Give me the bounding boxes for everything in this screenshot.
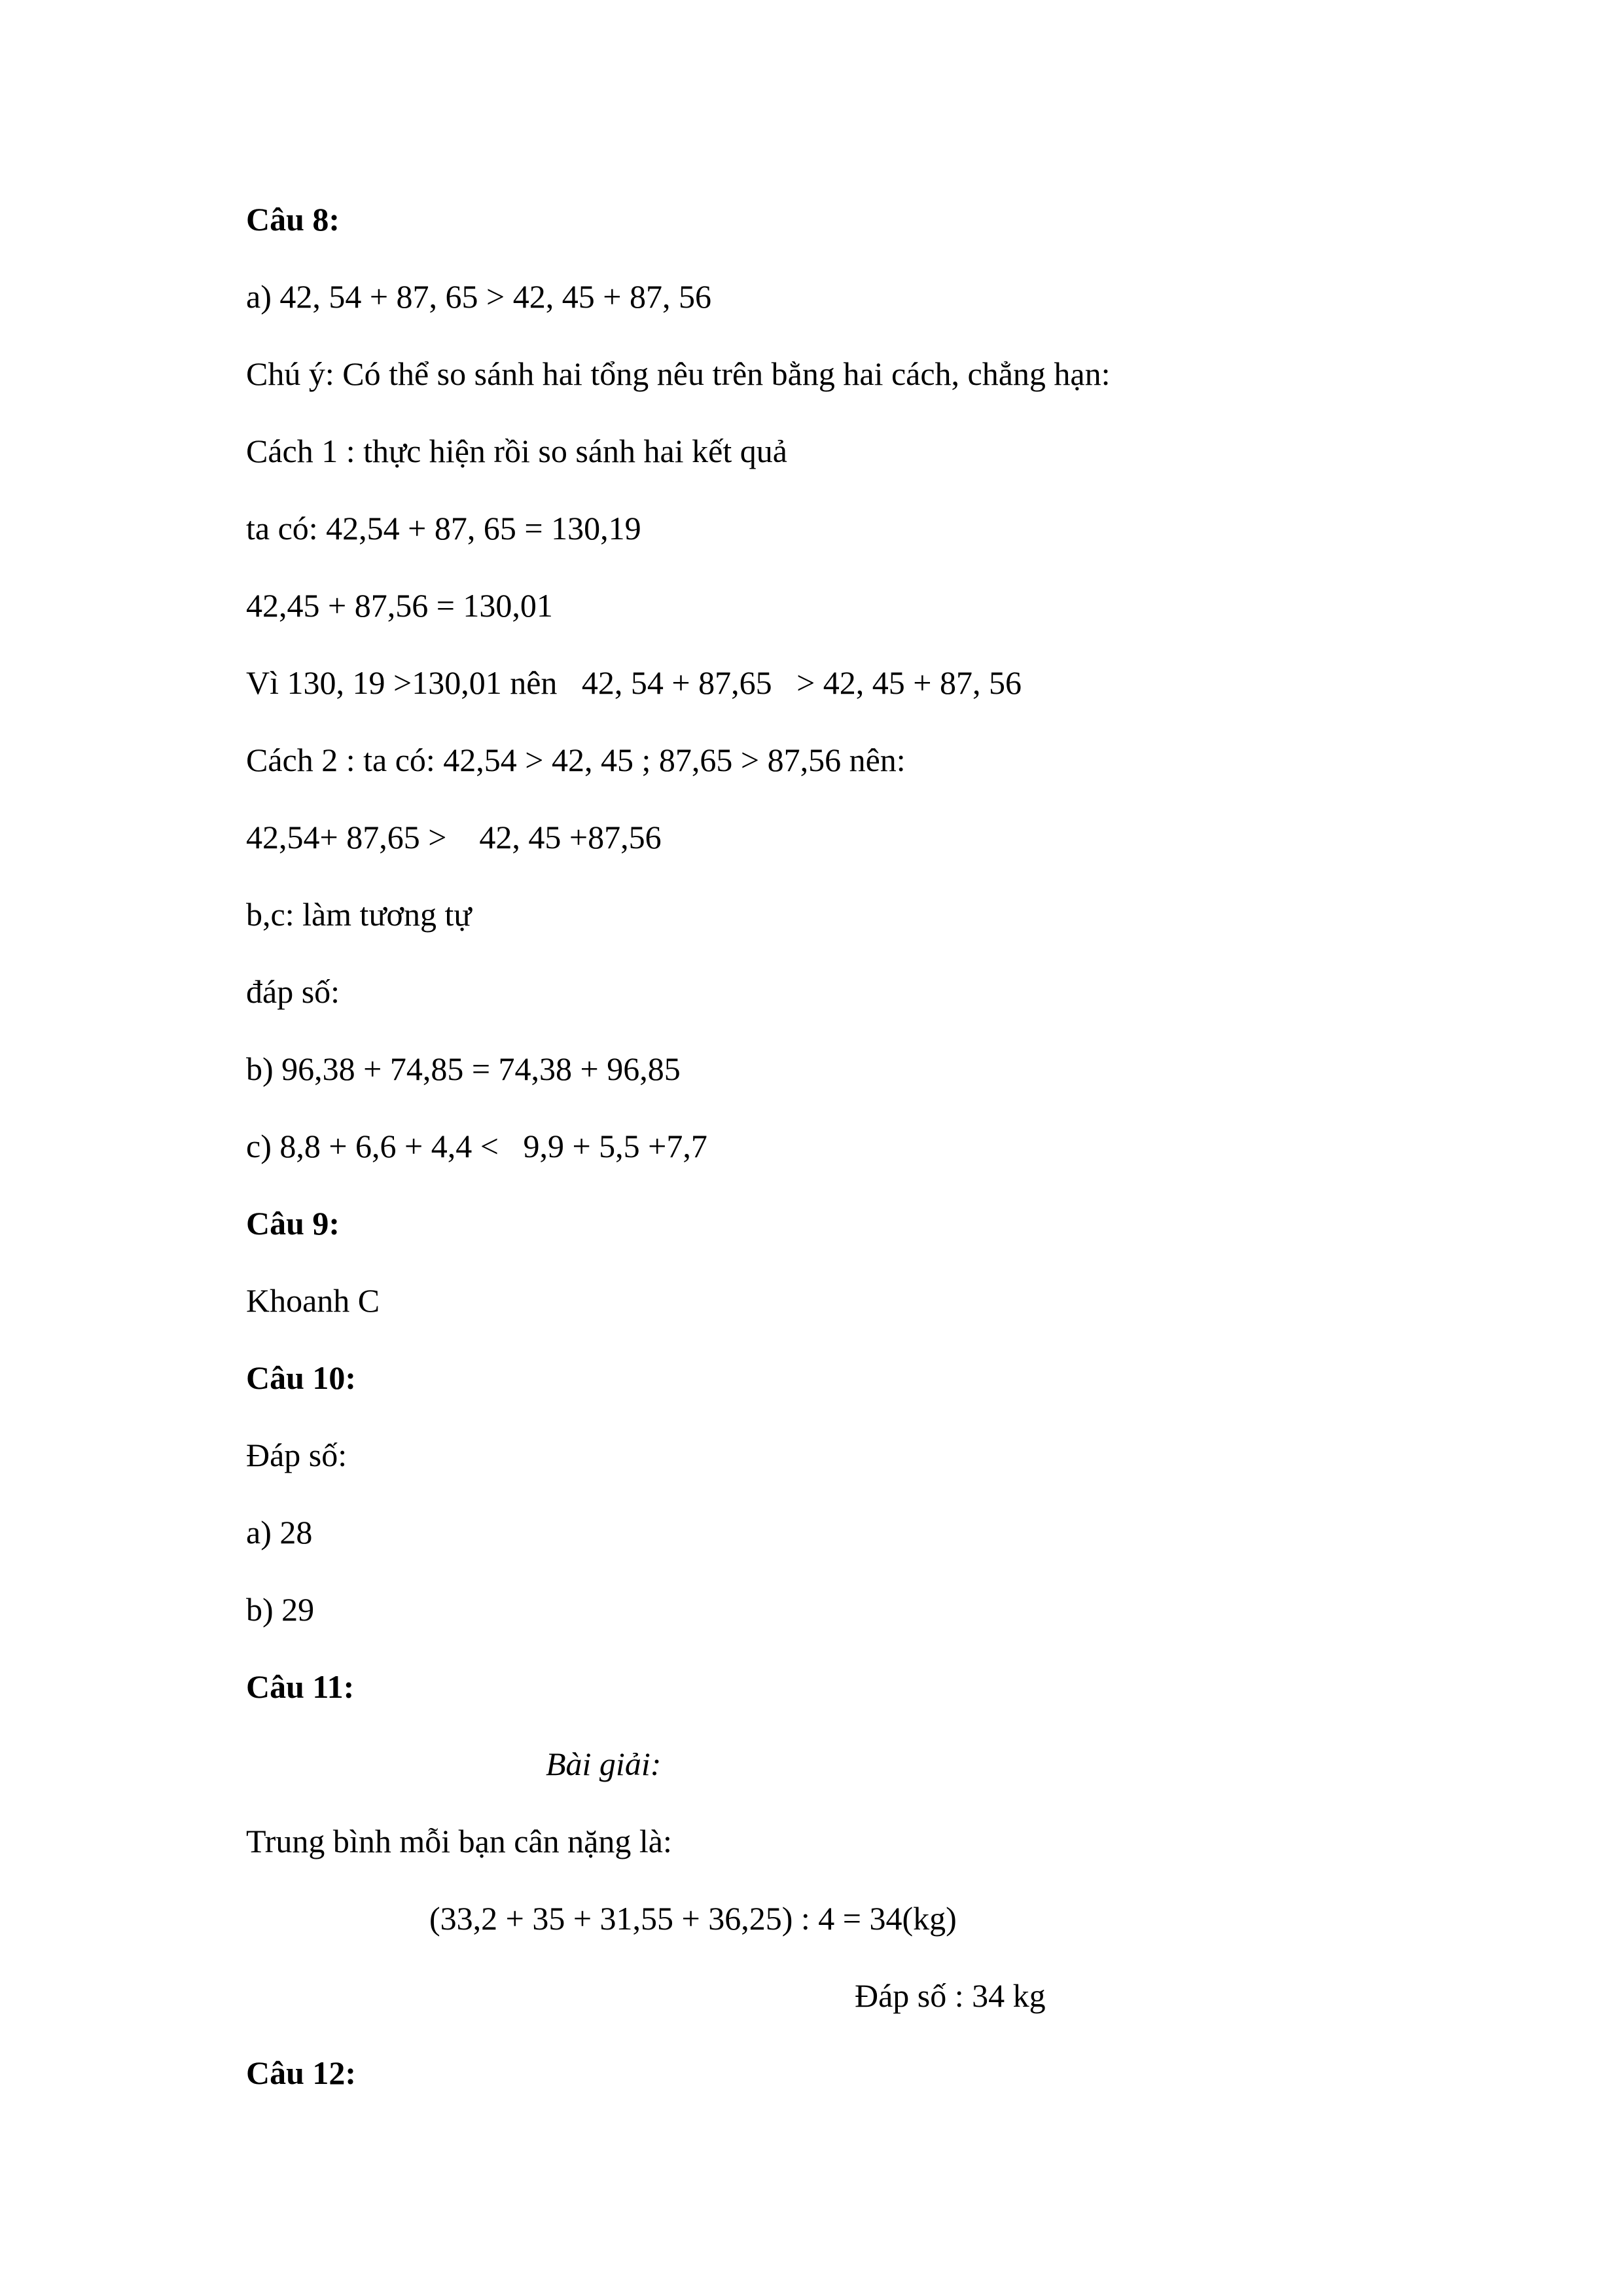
q8-answer-label: đáp số: bbox=[246, 973, 340, 1010]
q8-method-1: Cách 1 : thực hiện rồi so sánh hai kết quả bbox=[246, 433, 787, 469]
q8-method-2: Cách 2 : ta có: 42,54 > 42, 45 ; 87,65 > 87,56 nên: bbox=[246, 742, 906, 778]
q11-statement: Trung bình mỗi bạn cân nặng là: bbox=[246, 1823, 672, 1859]
question-8-heading: Câu 8: bbox=[246, 201, 340, 238]
q8-method-1-step-2: 42,45 + 87,56 = 130,01 bbox=[246, 587, 553, 624]
q8-answer-c: c) 8,8 + 6,6 + 4,4 < 9,9 + 5,5 +7,7 bbox=[246, 1128, 707, 1164]
q8-method-2-conclusion: 42,54+ 87,65 > 42, 45 +87,56 bbox=[246, 819, 662, 855]
q8-note: Chú ý: Có thể so sánh hai tổng nêu trên bằng hai cách, chẳng hạn: bbox=[246, 355, 1111, 392]
q10-answer-b: b) 29 bbox=[246, 1591, 315, 1628]
q8-method-1-conclusion: Vì 130, 19 >130,01 nên 42, 54 + 87,65 > 42, 45 + 87, 56 bbox=[246, 664, 1022, 701]
q8-answer-b: b) 96,38 + 74,85 = 74,38 + 96,85 bbox=[246, 1050, 681, 1087]
q11-answer: Đáp số : 34 kg bbox=[855, 1977, 1046, 2014]
q10-answer-label: Đáp số: bbox=[246, 1437, 348, 1473]
q8-part-a: a) 42, 54 + 87, 65 > 42, 45 + 87, 56 bbox=[246, 278, 711, 315]
question-11-heading: Câu 11: bbox=[246, 1668, 355, 1705]
question-9-heading: Câu 9: bbox=[246, 1205, 340, 1242]
q11-solution-heading: Bài giải: bbox=[546, 1746, 662, 1782]
question-10-heading: Câu 10: bbox=[246, 1359, 357, 1396]
question-12-heading: Câu 12: bbox=[246, 2054, 357, 2091]
q8-method-1-step-1: ta có: 42,54 + 87, 65 = 130,19 bbox=[246, 510, 641, 547]
q11-calculation: (33,2 + 35 + 31,55 + 36,25) : 4 = 34(kg) bbox=[429, 1900, 957, 1937]
q10-answer-a: a) 28 bbox=[246, 1514, 313, 1551]
q9-answer: Khoanh C bbox=[246, 1282, 380, 1319]
q8-parts-bc-note: b,c: làm tương tự bbox=[246, 896, 472, 933]
